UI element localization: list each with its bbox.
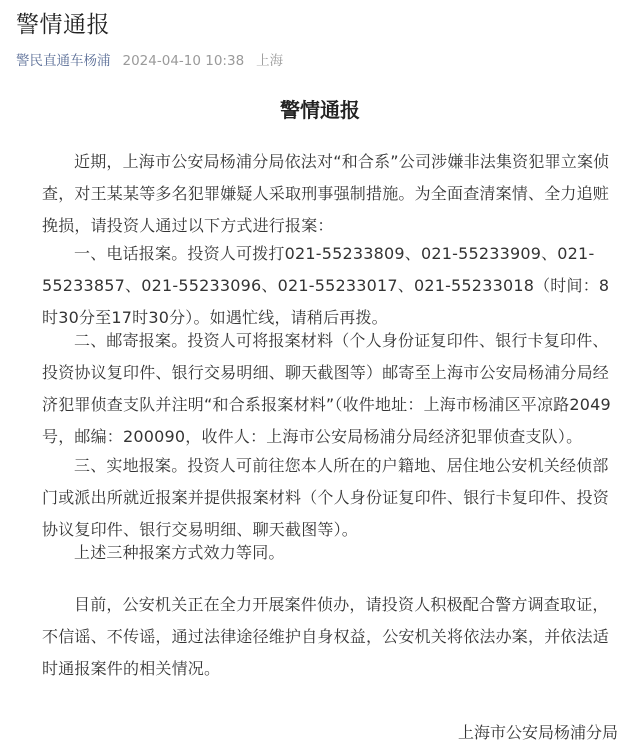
account-name-link[interactable]: 警民直通车杨浦 [16,53,111,69]
paragraph-current-status: 目前，公安机关正在全力开展案件侦办，请投资人积极配合警方调查取证，不信谣、不传谣，通过法律途径维护自身权益，公安机关将依法办案，并依法适时通报案件的相关情况。 [42,595,610,678]
paragraph-phone-report: 一、电话报案。投资人可拨打021-55233809、021-55233909、021-55233857、021-55233096、021-55233017、021-55233018（时间：8时30分至17时30分）。如遇忙线，请稍后再拨。 [42,244,610,327]
paragraph-equal-validity: 上述三种报案方式效力等同。 [74,543,285,562]
paragraph-mail-report: 二、邮寄报案。投资人可将报案材料（个人身份证复印件、银行卡复印件、投资协议复印件、银行交易明细、聊天截图等）邮寄至上海市公安局杨浦分局经济犯罪侦查支队并注明“和合系报案材料”（收件地址：上海市杨浦区平凉路2049号，邮编：200090，收件人：上海市公安局杨浦分局经济犯罪侦查支队）。 [42,331,611,446]
publish-location: 上海 [256,53,284,69]
paragraph-intro: 近期，上海市公安局杨浦分局依法对“和合系”公司涉嫌非法集资犯罪立案侦查，对王某某等多名犯罪嫌疑人采取刑事强制措施。为全面查清案情、全力追赃挽损，请投资人通过以下方式进行报案： [42,152,610,235]
article-meta [16,52,283,70]
signature: 上海市公安局杨浦分局 [457,723,618,742]
page-title: 警情通报 [16,12,110,38]
paragraph-onsite-report: 三、实地报案。投资人可前往您本人所在的户籍地、居住地公安机关经侦部门或派出所就近报案并提供报案材料（个人身份证复印件、银行卡复印件、投资协议复印件、银行交易明细、聊天截图等）。 [42,456,610,539]
publish-datetime: 2024-04-10 10:38 [122,53,245,69]
article-heading: 警情通报 [280,98,360,122]
